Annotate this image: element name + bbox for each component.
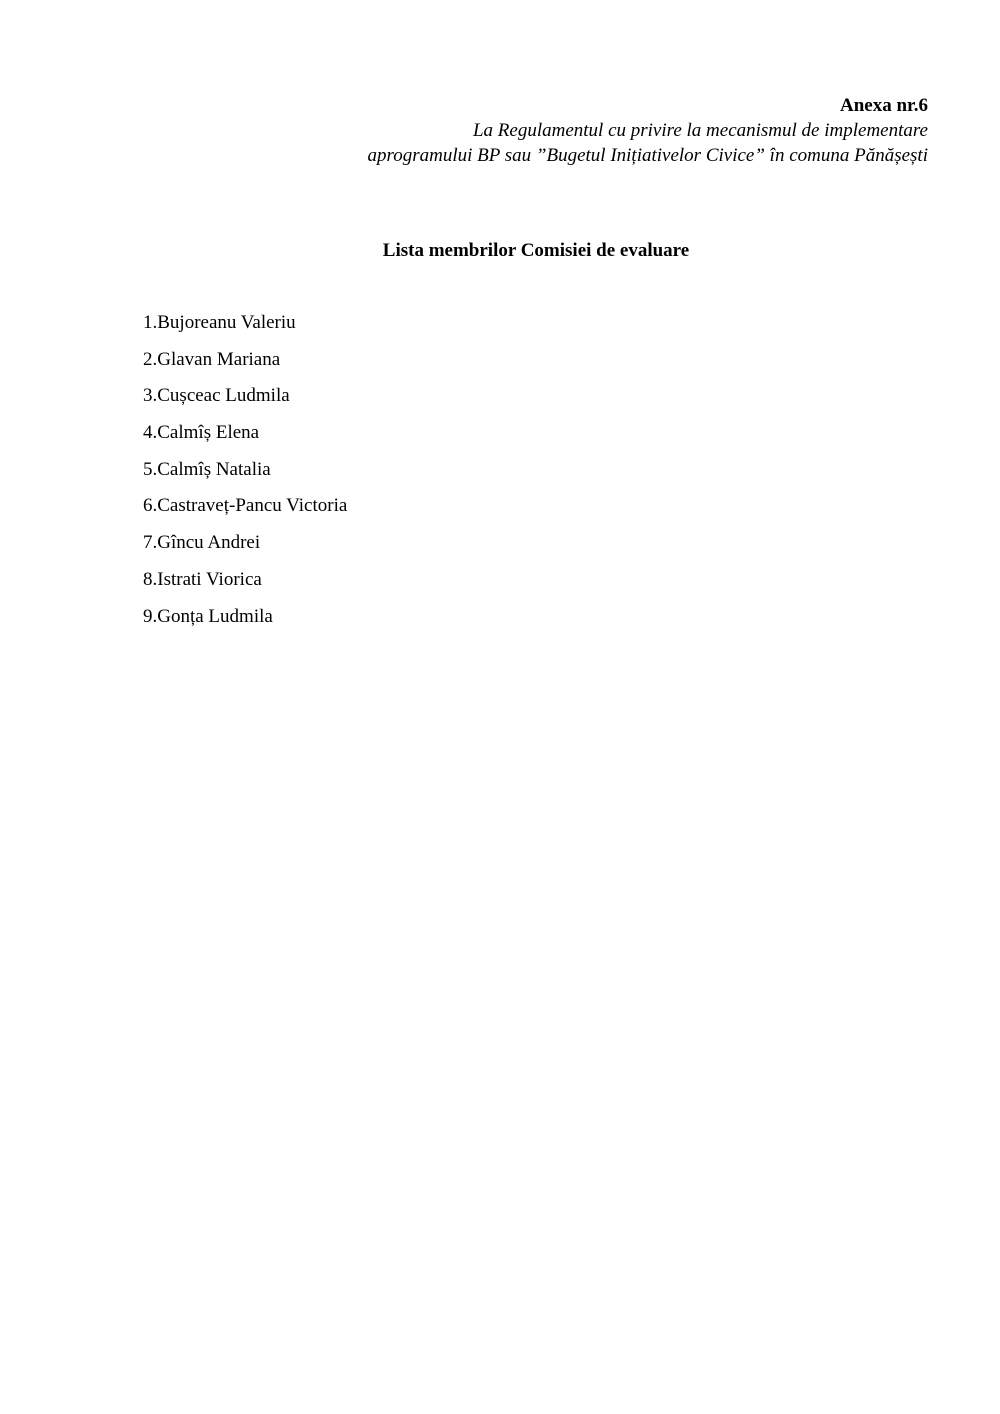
member-item: 2.Glavan Mariana (143, 348, 281, 370)
member-item: 3.Cușceac Ludmila (143, 385, 290, 407)
member-item: 6.Castraveț-Pancu Victoria (143, 495, 348, 517)
regulation-reference-line-2: aprogramului BP sau ”Bugetul Inițiativelor Civice” în comuna Pănășești (367, 145, 928, 166)
member-item: 1.Bujoreanu Valeriu (143, 312, 296, 333)
annex-header (228, 93, 928, 168)
member-item: 4.Calmîș Elena (143, 422, 260, 444)
document-title: Lista membrilor Comisiei de evaluare (382, 240, 690, 261)
member-item: 8.Istrati Viorica (143, 568, 262, 590)
member-item: 9.Gonța Ludmila (143, 605, 273, 627)
member-item: 5.Calmîș Natalia (143, 458, 271, 480)
regulation-reference-line-1: La Regulamentul cu privire la mecanismul de implementare (472, 120, 928, 141)
member-item: 7.Gîncu Andrei (143, 532, 261, 554)
annex-title: Anexa nr.6 (840, 95, 928, 116)
members-list (143, 311, 347, 641)
